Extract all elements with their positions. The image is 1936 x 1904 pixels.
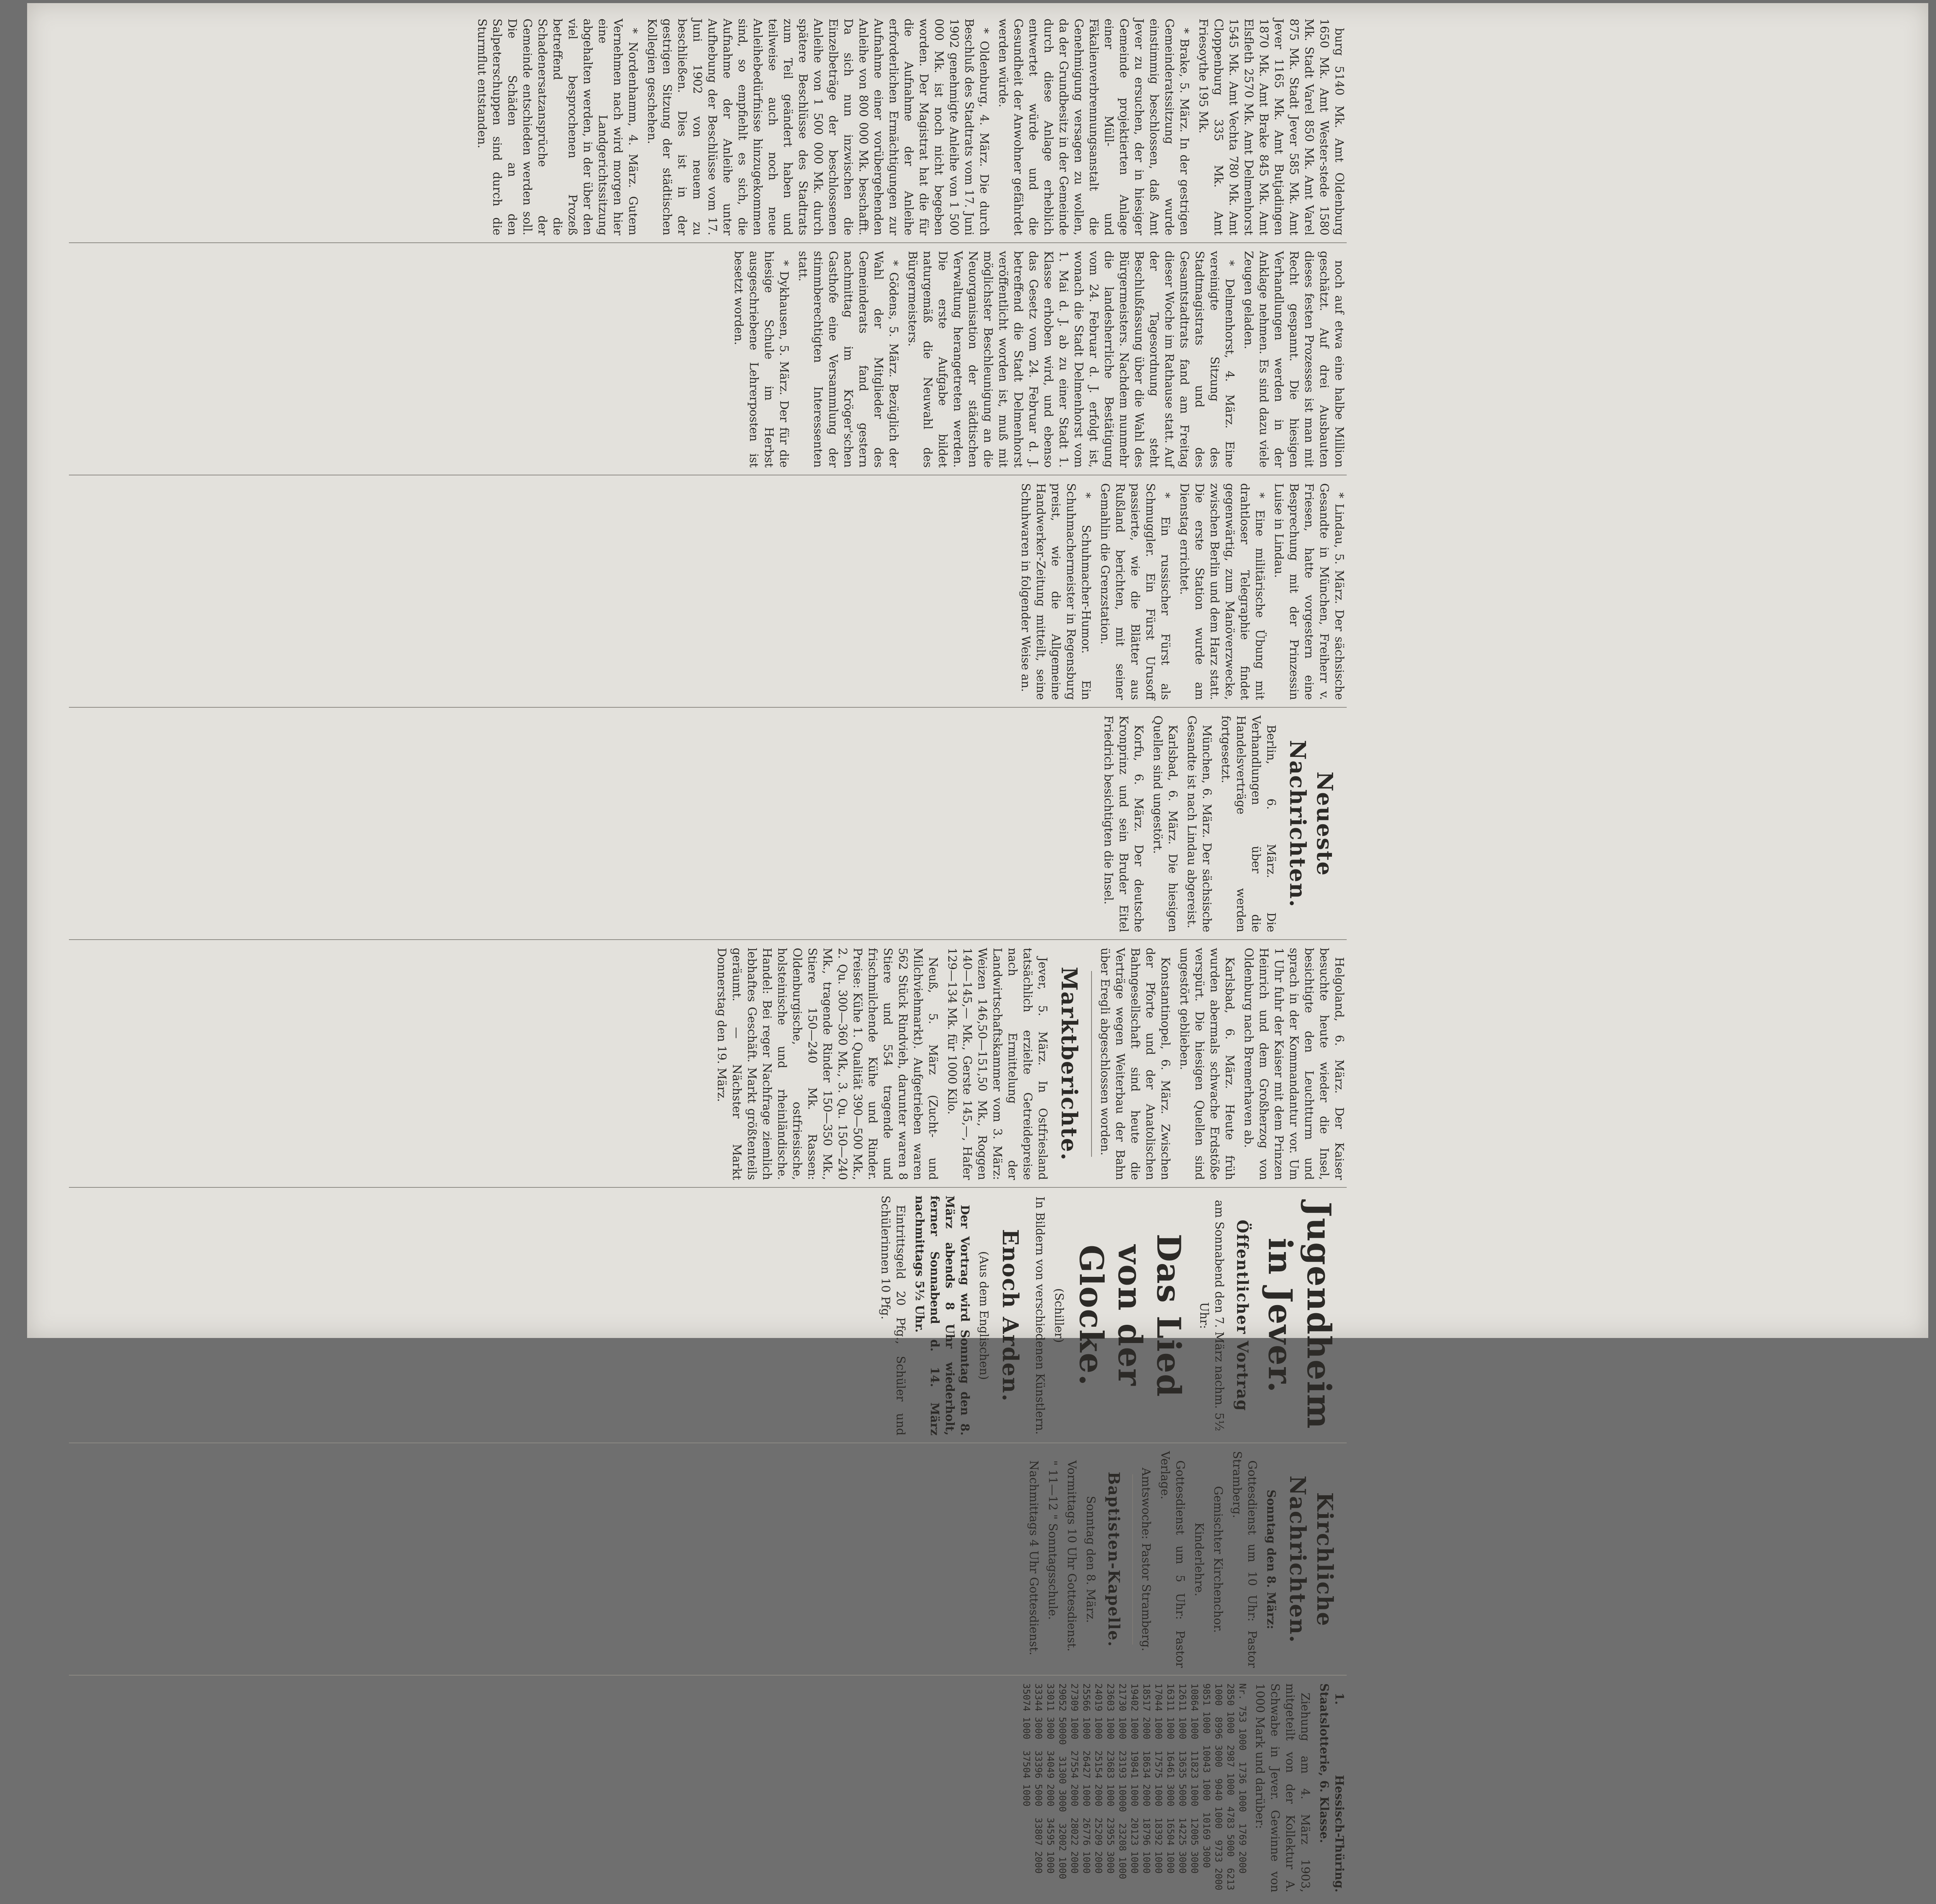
article-paragraph: * Nordenhamm, 4. März. Gutem Vernehmen nach wird morgen hier eine Landgerichtssitzung abgehalten werden, in der über den viel besprochenen Prozeß betreffend die Schadenersatzansprüche der Gemeinde entschieden werden soll. Die Schäden an den Salpeterschuppen sind durch die Sturmflut entstanden. <box>475 19 640 235</box>
lottery-heading: 1. Hessisch-Thüring. Staatslotterie, 6. Klasse. <box>1317 1683 1346 1892</box>
article-paragraph: Neuß, 5. März (Zucht- und Milchviehmarkt). Aufgetrieben waren 562 Stück Rindvieh, darunter waren 8 Stiere und 554 tragende und frischmilchende Kühe und Rinder. Preise: Kühe 1. Qualität 390—500 Mk., 2. Qu. 300—360 Mk., 3. Qu. 150—240 Mk., tragende Rinder 150—350 Mk., Stiere 150—240 Mk. Rassen: Oldenburgische, ostfriesische, holsteinische und rheinländische. Handel: Bei reger Nachfrage ziemlich lebhaftes Geschäft. Markt größtenteils geräumt. — Nächster Markt Donnerstag den 19. März. <box>715 948 940 1180</box>
church-line: Gemischter Kirchenchor. <box>1211 1486 1225 1633</box>
separator-rule <box>1091 971 1092 1157</box>
article-paragraph: noch auf etwa eine halbe Million geschätzt. Auf drei Ausbauten dieses festen Prozesses ist man mit Recht gespannt. Die hiesigen Verhandlungen werden in der Anklage nehmen. Es sind dazu viele Zeugen geladen. <box>1242 251 1346 468</box>
section-heading-church-news: Kirchliche Nachrichten. <box>1285 1475 1337 1643</box>
article-column-2 <box>69 251 1347 468</box>
column-divider <box>69 707 1347 708</box>
article-paragraph: burg 5140 Mk. Amt Oldenburg 1650 Mk. Amt Wester-stede 1580 Mk. Stadt Varel 850 Mk. Amt Varel 875 Mk. Stadt Jever 585 Mk. Amt Jever 1165 Mk. Amt Butjadingen 1870 Mk. Amt Brake 845 Mk. Amt Elsfleth 2570 Mk. Amt Delmenhorst 1545 Mk. Amt Vechta 780 Mk. Amt Cloppenburg 335 Mk. Amt Friesoythe 195 Mk. <box>1196 19 1346 235</box>
article-paragraph: Karlsbad, 6. März. Heute früh wurden abermals schwache Erdstöße verspürt. Die hiesigen Quellen sind ungestört geblieben. <box>1177 948 1236 1180</box>
article-paragraph: Jever, 5. März. In Ostfriesland tatsächlich erzielte Getreidepreise nach Ermittelung der Landwirtschaftskammer vom 3. März: Weizen 146,50—151,50 Mk., Roggen 140—145,— Mk., Gerste 145,—, Hafer 129—134 Mk. für 1000 Kilo. <box>945 948 1049 1180</box>
chapel-line: " 11—12 " Sonntagsschule. <box>1046 1460 1059 1620</box>
article-paragraph: * Dykhausen, 5. März. Der für die hiesige Schule im Herbst ausgeschriebene Lehrerposten ist besetzt worden. <box>732 251 791 468</box>
newspaper-page-scan <box>27 3 1928 1902</box>
chapel-line: Vormittags 10 Uhr Gottesdienst. <box>1065 1460 1078 1652</box>
advert-subheading: Öffentlicher Vortrag <box>1233 1220 1251 1412</box>
article-paragraph: * Eine militärische Übung mit drahtloser Telegraphie findet gegenwärtig, zum Manöverzwecke, zwischen Berlin und dem Harz statt. Die erste Station wurde am Dienstag errichtet. <box>1177 483 1267 700</box>
article-paragraph: Korfu, 6. März. Der deutsche Kronprinz und sein Bruder Eitel Friedrich besichtigten die Insel. <box>1102 715 1145 932</box>
rotated-columns-frame <box>27 3 1362 1904</box>
article-column-4 <box>69 715 1347 932</box>
article-paragraph: * Schuhmacher-Humor. Ein Schuhmachermeister in Regensburg preist, wie die Allgemeine Handwerker-Zeitung mitteilt, seine Schuhwaren in folgender Weise an. <box>1019 483 1093 700</box>
advert-note: In Bildern von verschiedenen Künstlern. <box>1033 1196 1047 1435</box>
right-block-column-event <box>69 1196 1347 1436</box>
advert-fee: Eintrittsgeld 20 Pfg., Schüler und Schülerinnen 10 Pfg. <box>879 1196 907 1436</box>
church-line: Gottesdienst um 10 Uhr: Pastor Stramberg. <box>1230 1451 1259 1668</box>
advert-date: am Sonnabend den 7. März nachm. 5½ Uhr: <box>1197 1200 1226 1431</box>
article-paragraph: * Lindau, 5. März. Der sächsische Gesandte in München, Freiherr v. Friesen, hatte vorgestern eine Besprechung mit der Prinzessin Luise in Lindau. <box>1272 483 1346 700</box>
advert-title-enoch-arden: Enoch Arden. <box>997 1229 1023 1402</box>
right-block-column-church <box>69 1451 1347 1668</box>
article-paragraph: München, 6. März. Der sächsische Gesandte ist nach Lindau abgereist. <box>1185 715 1213 932</box>
advert-repeat-note: Der Vortrag wird Sonntag den 8. März abends 8 Uhr wiederholt, ferner Sonnabend d. 14. März nachmittags 5½ Uhr. <box>913 1196 971 1436</box>
church-day: Sonntag den 8. März: <box>1264 1489 1278 1630</box>
right-block-column-lottery <box>69 1683 1347 1902</box>
lottery-winning-numbers: Nr. 753 1000 1736 1000 1769 2000 2850 1000 2987 1000 4783 5000 6213 1000 8996 3000 9040 1000 9733 2000 9851 1000 10043 1000 10169 3000 10864 1000 11823 1000 12005 3000 12611 1000 13635 5000 14225 3000 16311 1000 16461 3000 16504 1000 17044 1000 17575 1000 18392 1000 18517 2000 18634 2000 18796 1000 19402 1000 19841 1000 20123 1000 21730 1000 23193 10000 23208 1000 23603 1000 23683 1000 23955 3000 24019 1000 25154 2000 25209 2000 25566 1000 26427 1000 26776 1000 27309 1000 27554 2000 28022 2000 29052 50000 31300 3000 32002 1000 33011 3000 34049 2000 34595 1000 33344 3000 33396 5000 33807 2000 35074 1000 37504 1000 <box>1021 1683 1248 1902</box>
column-divider <box>69 1187 1347 1188</box>
column-divider <box>69 939 1347 940</box>
article-column-3 <box>69 483 1347 700</box>
article-paragraph: * Delmenhorst, 4. März. Eine vereinigte Sitzung des Stadtmagistrats und des Gesamtstadtrats fand am Freitag dieser Woche im Rathause statt. Auf der Tagesordnung steht Beschlußfassung über die Wahl des Bürgermeisters. Nachdem nunmehr die landesherrliche Bestätigung vom 24. Februar d. J. erfolgt ist, wonach die Stadt Delmenhorst vom 1. Mai d. J. ab zu einer Stadt 1. Klasse erhoben wird, und ebenso das Gesetz vom 24. Februar d. J. betreffend die Stadt Delmenhorst veröffentlicht worden ist, muß mit möglichster Beschleunigung an die Neuorganisation der städtischen Verwaltung herangetreten werden. Die erste Aufgabe bildet naturgemäß die Neuwahl des Bürgermeisters. <box>906 251 1236 468</box>
right-block-column-news <box>69 948 1347 1180</box>
church-line: Gottesdienst um 5 Uhr: Pastor Verlage. <box>1158 1451 1187 1668</box>
advert-title-lied-von-der-glocke: Das Lied von der Glocke. <box>1072 1233 1188 1398</box>
chapel-line: Nachmittags 4 Uhr Gottesdienst. <box>1027 1460 1040 1655</box>
article-paragraph: Helgoland, 6. März. Der Kaiser besuchte heute wieder die Insel, besichtigte den Leuchtturm und sprach in der Kommandantur vor. Um 1 Uhr fuhr der Kaiser mit dem Prinzen Heinrich und dem Großherzog von Oldenburg nach Bremerhaven ab. <box>1242 948 1346 1180</box>
article-paragraph: * Ein russischer Fürst als Schmuggler. Ein Fürst Urusoff passierte, wie die Blätter aus Rußland berichten, mit seiner Gemahlin die Grenzstation. <box>1098 483 1172 700</box>
section-heading-market: Marktberichte. <box>1056 967 1082 1161</box>
advert-heading-youth-home: Jugendheim in Jever. <box>1261 1201 1338 1430</box>
article-paragraph: Berlin, 6. März. Die Verhandlungen über die Handelsverträge werden fortgesetzt. <box>1219 715 1278 932</box>
lottery-subheading: Ziehung am 4. März 1903, mitgeteilt von der Kollektur A. Schwabe in Jever. Gewinne von 1000 Mark und darüber: <box>1253 1683 1312 1892</box>
section-heading-latest-news: Neueste Nachrichten. <box>1285 740 1337 908</box>
article-paragraph: * Gödens, 5. März. Bezüglich der Wahl der Mitglieder des Gemeinderats fand gestern nachmittag im Kröger'schen Gasthofe eine Versammlung der stimmberechtigten Interessenten statt. <box>796 251 900 468</box>
chapel-day: Sonntag den 8. März. <box>1084 1496 1097 1623</box>
church-line: Amtswoche: Pastor Stramberg. <box>1139 1467 1153 1652</box>
article-paragraph: Karlsbad, 6. März. Die hiesigen Quellen sind ungestört. <box>1151 715 1179 932</box>
article-paragraph: * Brake, 5. März. In der gestrigen Gemeinderatssitzung wurde einstimmig beschlossen, daß Amt Jever zu ersuchen, der in hiesiger Gemeinde projektierten Anlage einer Müll- und Fäkalienverbrennungsanstalt die Genehmigung versagen zu wollen, da der Grundbesitz in der Gemeinde durch diese Anlage erheblich entwertet würde und die Gesundheit der Anwohner gefährdet werden würde. <box>996 19 1191 235</box>
article-column-1 <box>69 19 1347 235</box>
separator-rule <box>1132 1474 1133 1645</box>
advert-author: (Aus dem Englischen) <box>977 1251 990 1380</box>
column-divider <box>69 1675 1347 1676</box>
advert-author: (Schiller) <box>1052 1288 1066 1343</box>
article-paragraph: Konstantinopel, 6. März. Zwischen der Pforte und der Anatolischen Bahngesellschaft sind heute die Verträge wegen Weiterbau der Bahn über Eregli abgeschlossen worden. <box>1098 948 1172 1180</box>
church-line: Kinderlehre. <box>1192 1522 1206 1597</box>
section-heading-baptist-chapel: Baptisten-Kapelle. <box>1105 1472 1123 1647</box>
article-paragraph: * Oldenburg, 4. März. Die durch Beschluß des Stadtrats vom 17. Juni 1902 genehmigte Anleihe von 1 500 000 Mk. ist noch nicht begeben worden. Der Magistrat hat die für die Aufnahme der Anleihe erforderlichen Ermächtigungen zur Aufnahme einer vorübergehenden Anleihe von 800 000 Mk. beschafft. Da sich nun inzwischen die Einzelbeträge der beschlossenen Anleihe von 1 500 000 Mk. durch spätere Beschlüsse des Stadtrats zum Teil geändert haben und teilweise auch noch neue Anleihebedürfnisse hinzugekommen sind, so empfiehlt es sich, die Aufnahme der Anleihe unter Aufhebung der Beschlüsse vom 17. Juni 1902 von neuem zu beschließen. Dies ist in der gestrigen Sitzung der städtischen Kollegien geschehen. <box>645 19 991 235</box>
column-divider <box>69 242 1347 243</box>
